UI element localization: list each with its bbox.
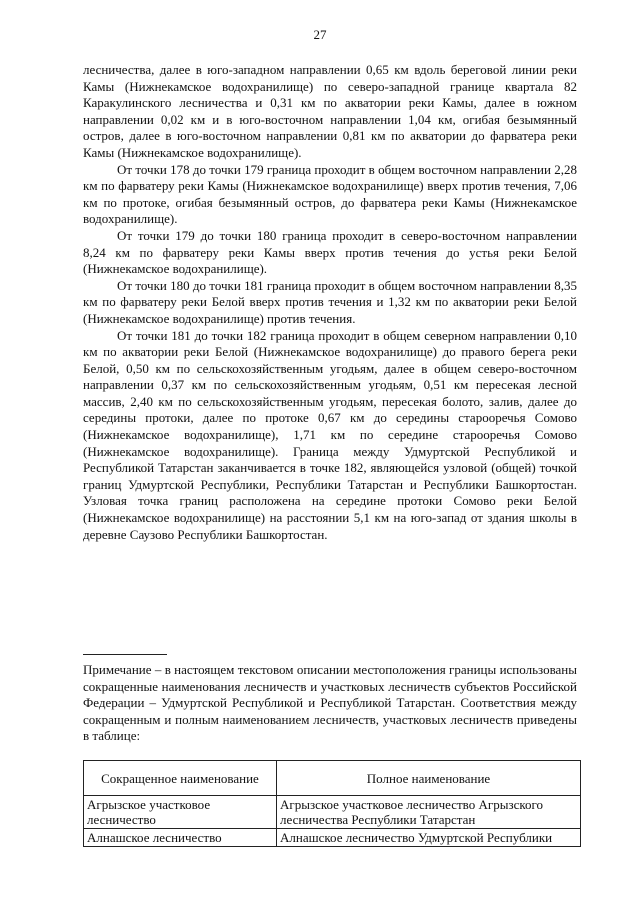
footnote-divider xyxy=(83,654,167,655)
footnote-note: Примечание – в настоящем текстовом описании местоположения границы использованы сокращенные наименования лесничеств и участковых лесничеств субъектов Российской Федерации – Удмуртской Республикой и Республикой Татарстан. Соответствия между сокращенным и полным наименованием лесничеств, участковых лесничеств приведены в таблице: xyxy=(83,662,577,744)
cell-full-name: Агрызское участковое лесничество Агрызского лесничества Республики Татарстан xyxy=(277,796,581,829)
table-row xyxy=(84,796,581,829)
paragraph-point-180-181: От точки 180 до точки 181 граница проходит в общем восточном направлении 8,35 км по фарватеру реки Белой вверх против течения и 1,32 км по акватории реки Белой (Нижнекамское водохранилище) против течения. xyxy=(83,277,577,326)
cell-short-name: Алнашское лесничество xyxy=(84,829,277,847)
paragraph-continuation: лесничества, далее в юго-западном направлении 0,65 км вдоль береговой линии реки Камы (Нижнекамское водохранилище) по северо-западной границе квартала 82 Каракулинского лесничества и 0,31 км по акватории реки Камы, далее в южном направлении 0,02 км и в юго-восточном направлении 1,04 км, огибая безымянный остров, далее в юго-восточном направлении 0,81 км по акватории до фарватера реки Камы (Нижнекамское водохранилище). xyxy=(83,62,577,160)
table-row xyxy=(84,829,581,847)
paragraph-point-178-179: От точки 178 до точки 179 граница проходит в общем восточном направлении 2,28 км по фарватеру реки Камы (Нижнекамское водохранилище) вверх против течения, 7,06 км по протоке, огибая безымянный остров, до фарватера реки Камы (Нижнекамское водохранилище). xyxy=(83,161,577,227)
header-short-name: Сокращенное наименование xyxy=(84,761,277,796)
paragraph-point-179-180: От точки 179 до точки 180 граница проходит в северо-восточном направлении 8,24 км по фарватеру реки Камы вверх против течения до устья реки Белой (Нижнекамское водохранилище). xyxy=(83,227,577,277)
header-full-name: Полное наименование xyxy=(277,761,581,796)
boundary-description xyxy=(83,62,577,543)
page-number: 27 xyxy=(313,27,327,42)
abbreviations-table xyxy=(83,760,581,847)
cell-short-name: Агрызское участковое лесничество xyxy=(84,796,277,829)
paragraph-point-181-182: От точки 181 до точки 182 граница проходит в общем северном направлении 0,10 км по акватории реки Белой (Нижнекамское водохранилище) до правого берега реки Белой, 0,50 км по сельскохозяйственным угодьям, далее в общем северо-восточном направлении 0,37 км по сельскохозяйственным угодьям, 0,51 км пересекая лесной массив, 2,40 км по сельскохозяйственным угодьям, пересекая болото, залив, далее до середины протоки, далее по протоке 0,67 км до середины старооречья Сомово (Нижнекамское водохранилище), 1,71 км по середине старооречья Сомово (Нижнекамское водохранилище). Граница между Удмуртской Республикой и Республикой Татарстан заканчивается в точке 182, являющейся узловой (общей) точкой границ Удмуртской Республики, Республики Татарстан и Республики Башкортостан. Узловая точка границ расположена на середине протоки Сомово реки Белой (Нижнекамское водохранилище) на расстоянии 5,1 км на юго-запад от здания школы в деревне Саузово Республики Башкортостан. xyxy=(83,327,577,542)
cell-full-name: Алнашское лесничество Удмуртской Республики xyxy=(277,829,581,847)
table-header-row xyxy=(84,761,581,796)
